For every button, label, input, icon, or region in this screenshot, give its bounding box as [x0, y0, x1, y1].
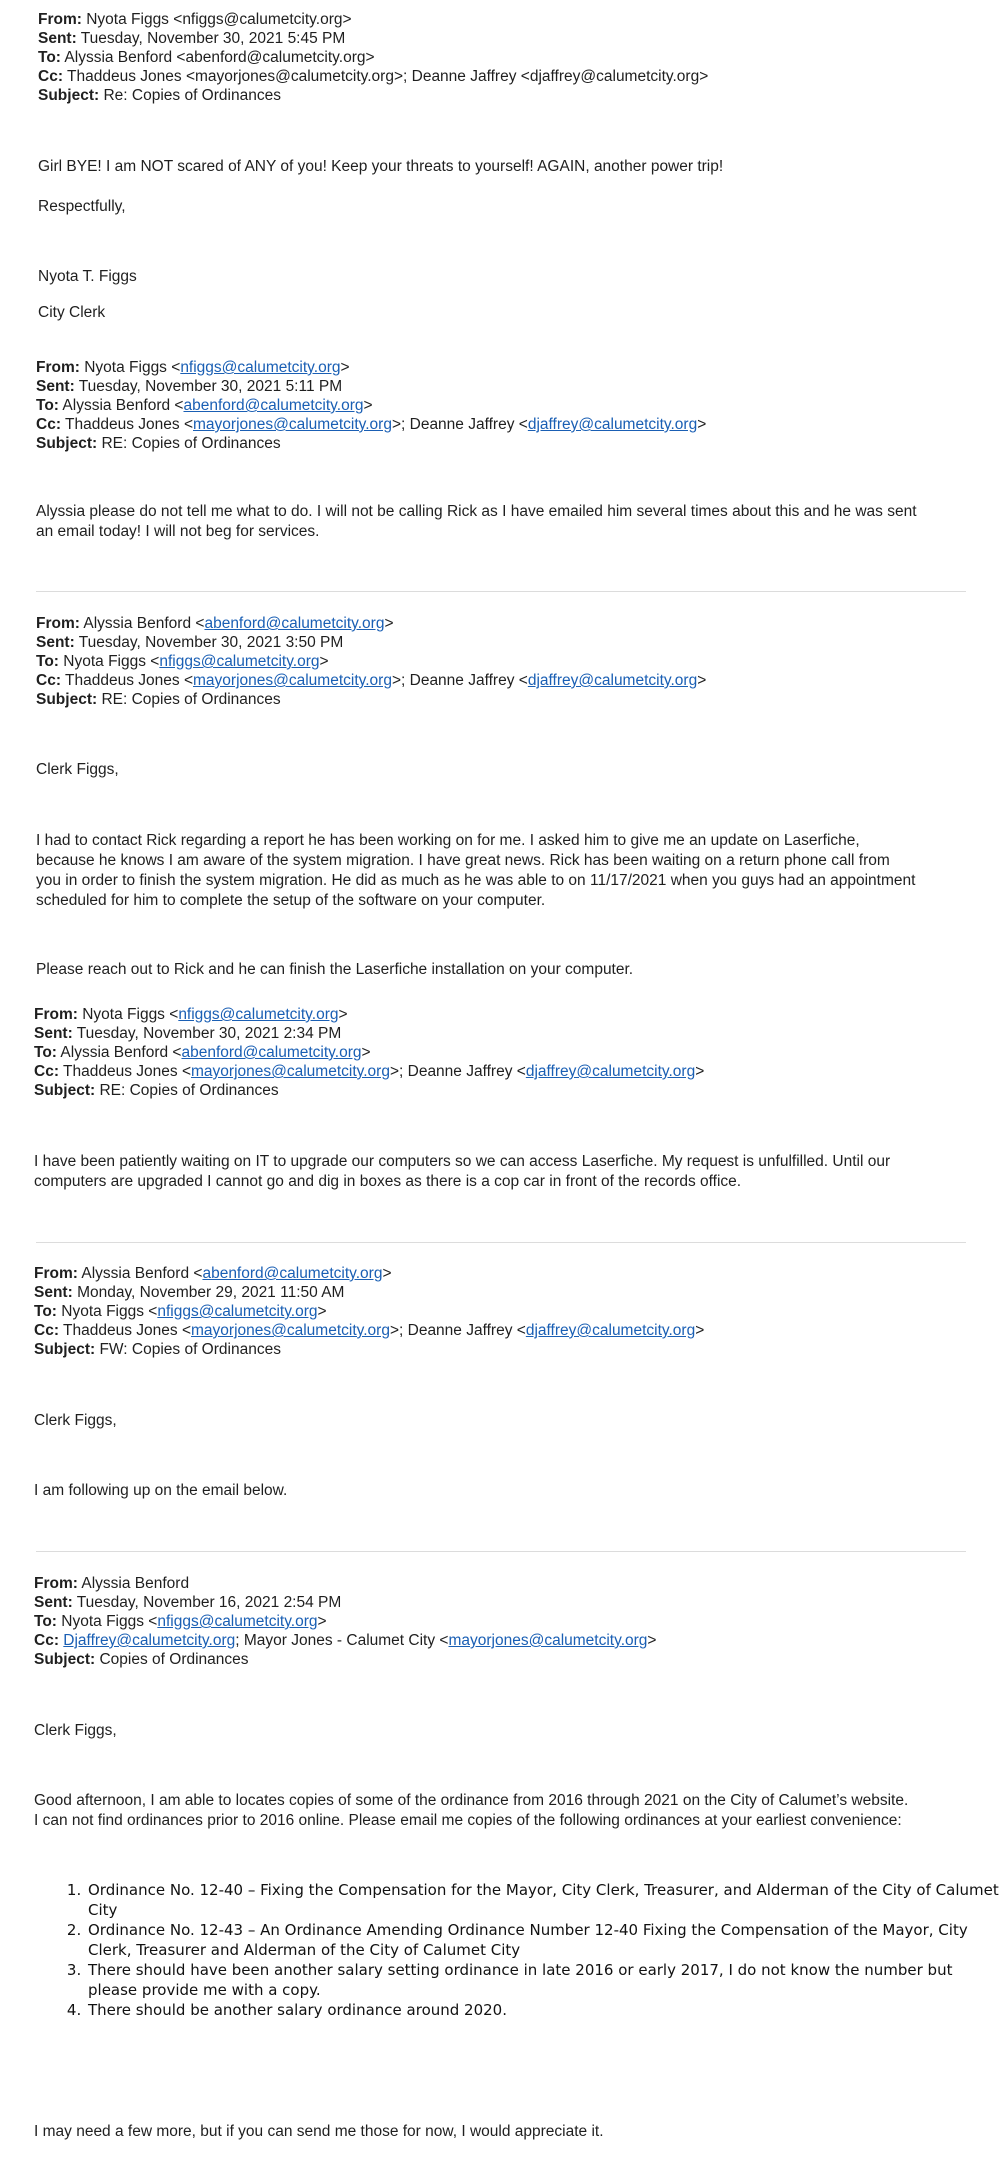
- email-header: [34, 1005, 1000, 1100]
- email-link[interactable]: abenford@calumetcity.org: [183, 397, 364, 414]
- from-line: From: Alyssia Benford: [34, 1575, 190, 1592]
- to-line: To: Nyota Figgs <nfiggs@calumetcity.org>: [34, 1613, 327, 1630]
- subject-line: Subject: Copies of Ordinances: [34, 1651, 249, 1668]
- email-body-text: Good afternoon, I am able to locates copies of some of the ordinance from 2016 through 2021 on the City of Calumet’s website.: [34, 1792, 909, 1809]
- email-link[interactable]: mayorjones@calumetcity.org: [448, 1632, 648, 1649]
- sent-line: Sent: Tuesday, November 30, 2021 5:11 PM: [36, 378, 343, 395]
- email-body-text: Alyssia please do not tell me what to do. I will not be calling Rick as I have emailed him several times about this and he was sent: [36, 503, 917, 520]
- closing-text: Respectfully,: [38, 198, 126, 215]
- sent-line: Sent: Tuesday, November 30, 2021 5:45 PM: [38, 30, 346, 47]
- from-line: From: Alyssia Benford <abenford@calumetcity.org>: [34, 1265, 392, 1282]
- email-header: [36, 358, 1000, 453]
- list-item: 2. Ordinance No. 12-43 – An Ordinance Amending Ordinance Number 12-40 Fixing the Compensation of the Mayor, City Clerk, Treasurer and Alderman of the City of Calumet City: [86, 1920, 1000, 1960]
- email-link[interactable]: Djaffrey@calumetcity.org: [63, 1632, 236, 1649]
- cc-line: Cc: Thaddeus Jones <mayorjones@calumetcity.org>; Deanne Jaffrey <djaffrey@calumetcity.org>: [34, 1063, 705, 1080]
- email-body-text: I can not find ordinances prior to 2016 online. Please email me copies of the following ordinances at your earliest convenience:: [34, 1812, 902, 1829]
- email-link[interactable]: mayorjones@calumetcity.org: [193, 672, 392, 689]
- to-line: To: Alyssia Benford <abenford@calumetcity.org>: [34, 1044, 371, 1061]
- list-item: 1. Ordinance No. 12-40 – Fixing the Compensation for the Mayor, City Clerk, Treasurer, and Alderman of the City of Calumet City: [86, 1880, 1000, 1920]
- email-link[interactable]: nfiggs@calumetcity.org: [159, 653, 320, 670]
- closing-text: I may need a few more, but if you can send me those for now, I would appreciate it.: [34, 2123, 604, 2140]
- email-link[interactable]: abenford@calumetcity.org: [181, 1044, 362, 1061]
- email-body-text: Girl BYE! I am NOT scared of ANY of you! Keep your threats to yourself! AGAIN, another power trip!: [38, 158, 724, 175]
- signature-title: City Clerk: [38, 304, 106, 321]
- email-body-text: I had to contact Rick regarding a report he has been working on for me. I asked him to give me an update on Laserfiche,: [36, 832, 860, 849]
- email-link[interactable]: djaffrey@calumetcity.org: [527, 416, 698, 433]
- cc-line: Cc: Thaddeus Jones <mayorjones@calumetcity.org>; Deanne Jaffrey <djaffrey@calumetcity.org>: [38, 68, 709, 85]
- cc-line: Cc: Djaffrey@calumetcity.org; Mayor Jones - Calumet City <mayorjones@calumetcity.org>: [34, 1632, 657, 1649]
- list-item: 3. There should have been another salary setting ordinance in late 2016 or early 2017, I do not know the number but please provide me with a copy.: [86, 1960, 1000, 2000]
- from-line: From: Nyota Figgs <nfiggs@calumetcity.org>: [36, 359, 350, 376]
- sent-line: Sent: Monday, November 29, 2021 11:50 AM: [34, 1284, 345, 1301]
- email-body-text: I am following up on the email below.: [34, 1482, 288, 1499]
- email-link[interactable]: mayorjones@calumetcity.org: [191, 1322, 390, 1339]
- email-header: [38, 10, 1000, 105]
- email-link[interactable]: nfiggs@calumetcity.org: [178, 1006, 339, 1023]
- from-line: From: Alyssia Benford <abenford@calumetcity.org>: [36, 615, 394, 632]
- email-link[interactable]: nfiggs@calumetcity.org: [157, 1303, 318, 1320]
- email-header: [34, 1264, 1000, 1359]
- email-body-text: you in order to finish the system migration. He did as much as he was able to on 11/17/2021 when you guys had an appointment: [36, 872, 916, 889]
- email-link[interactable]: nfiggs@calumetcity.org: [157, 1613, 318, 1630]
- subject-line: Subject: FW: Copies of Ordinances: [34, 1341, 281, 1358]
- to-line: To: Nyota Figgs <nfiggs@calumetcity.org>: [36, 653, 329, 670]
- subject-line: Subject: RE: Copies of Ordinances: [36, 691, 281, 708]
- email-body-text: because he knows I am aware of the system migration. I have great news. Rick has been waiting on a return phone call from: [36, 852, 890, 869]
- sent-line: Sent: Tuesday, November 30, 2021 3:50 PM: [36, 634, 344, 651]
- email-link[interactable]: djaffrey@calumetcity.org: [527, 672, 698, 689]
- sent-line: Sent: Tuesday, November 16, 2021 2:54 PM: [34, 1594, 342, 1611]
- email-body-text: Please reach out to Rick and he can finish the Laserfiche installation on your computer.: [36, 961, 634, 978]
- email-body-text: I have been patiently waiting on IT to upgrade our computers so we can access Laserfiche. My request is unfulfilled. Until our: [34, 1153, 891, 1170]
- cc-line: Cc: Thaddeus Jones <mayorjones@calumetcity.org>; Deanne Jaffrey <djaffrey@calumetcity.org>: [36, 416, 707, 433]
- email-link[interactable]: mayorjones@calumetcity.org: [193, 416, 392, 433]
- email-link[interactable]: nfiggs@calumetcity.org: [180, 359, 341, 376]
- to-line: To: Alyssia Benford <abenford@calumetcity.org>: [38, 49, 375, 66]
- from-line: From: Nyota Figgs <nfiggs@calumetcity.org>: [38, 11, 352, 28]
- email-link[interactable]: abenford@calumetcity.org: [204, 615, 385, 632]
- email-body-text: scheduled for him to complete the setup of the software on your computer.: [36, 892, 546, 909]
- cc-line: Cc: Thaddeus Jones <mayorjones@calumetcity.org>; Deanne Jaffrey <djaffrey@calumetcity.org>: [36, 672, 707, 689]
- divider: [36, 1242, 966, 1243]
- email-link[interactable]: mayorjones@calumetcity.org: [191, 1063, 390, 1080]
- cc-line: Cc: Thaddeus Jones <mayorjones@calumetcity.org>; Deanne Jaffrey <djaffrey@calumetcity.org>: [34, 1322, 705, 1339]
- greeting-text: Clerk Figgs,: [36, 761, 119, 778]
- to-line: To: Nyota Figgs <nfiggs@calumetcity.org>: [34, 1303, 327, 1320]
- subject-line: Subject: RE: Copies of Ordinances: [36, 435, 281, 452]
- ordinance-list: [48, 1880, 1000, 2020]
- list-item: 4. There should be another salary ordinance around 2020.: [86, 2000, 1000, 2020]
- from-line: From: Nyota Figgs <nfiggs@calumetcity.org>: [34, 1006, 348, 1023]
- to-line: To: Alyssia Benford <abenford@calumetcity.org>: [36, 397, 373, 414]
- subject-line: Subject: RE: Copies of Ordinances: [34, 1082, 279, 1099]
- email-body-text: an email today! I will not beg for services.: [36, 523, 320, 540]
- email-header: [34, 1574, 1000, 1669]
- email-header: [36, 614, 1000, 709]
- email-body-text: computers are upgraded I cannot go and dig in boxes as there is a cop car in front of the records office.: [34, 1173, 742, 1190]
- email-link[interactable]: djaffrey@calumetcity.org: [525, 1322, 696, 1339]
- greeting-text: Clerk Figgs,: [34, 1412, 117, 1429]
- greeting-text: Clerk Figgs,: [34, 1722, 117, 1739]
- divider: [36, 1551, 966, 1552]
- subject-line: Subject: Re: Copies of Ordinances: [38, 87, 281, 104]
- email-link[interactable]: djaffrey@calumetcity.org: [525, 1063, 696, 1080]
- sent-line: Sent: Tuesday, November 30, 2021 2:34 PM: [34, 1025, 342, 1042]
- signature-name: Nyota T. Figgs: [38, 268, 137, 285]
- divider: [36, 591, 966, 592]
- email-link[interactable]: abenford@calumetcity.org: [202, 1265, 383, 1282]
